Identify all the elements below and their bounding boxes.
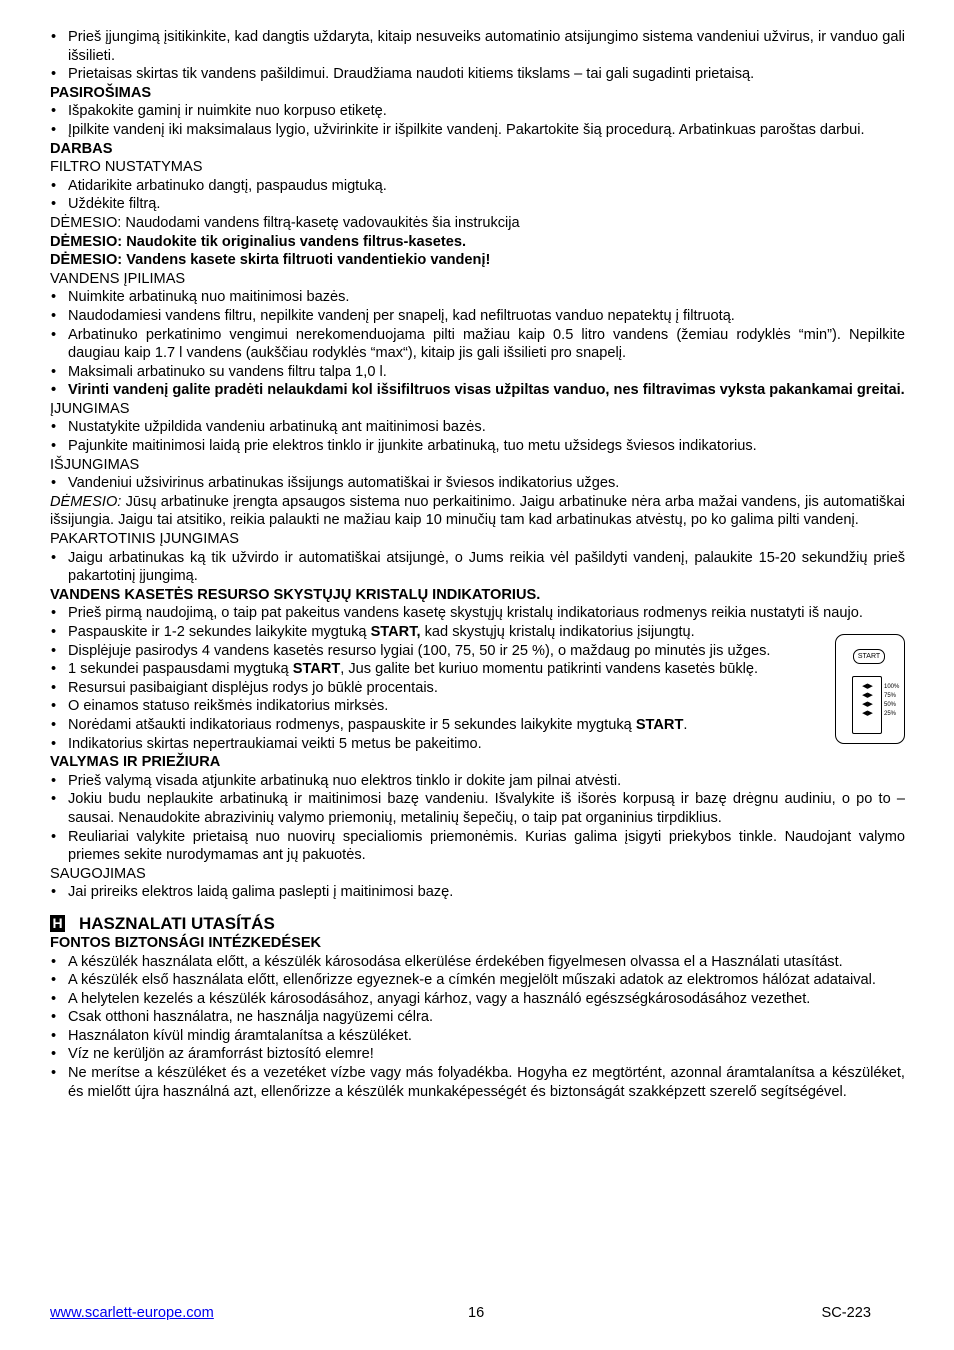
- section-heading-unpacking: PASIROŠIMAS: [50, 84, 152, 101]
- storage-list: [50, 883, 905, 902]
- list-item: • Išpakokite gaminį ir nuimkite nuo korpuso etiketę.: [50, 102, 905, 121]
- repeat-list: [50, 549, 905, 586]
- level-bar-icon: ◀▶: [862, 691, 873, 699]
- section-heading-work: DARBAS: [50, 140, 113, 157]
- lcd-list: [50, 604, 905, 641]
- level-bars: [860, 682, 875, 718]
- list-item-bold: • Virinti vandenį galite pradėti nelaukdami kol išsifiltruos visas užpiltas vanduo, nes filtravimas vyksta pakankamai greitai.: [50, 381, 905, 400]
- list-item: • Prieš valymą visada atjunkite arbatinuką nuo elektros tinklo ir dokite jam pilnai atvėsti.: [50, 772, 905, 791]
- lcd-list-continued: [50, 679, 905, 753]
- overheat-note-text: Jūsų arbatinuke įrengta apsaugos sistema nuo perkaitinimo. Jaigu arbatinuke nėra arba mažai vandens, jis automatiškai išsijungia. Jaigu tai atsitiko, reikia palaukti ne mažiau kaip 10 minučių tam kad arbatinukas atvėstų, po ko galima pilti vandenį.: [50, 493, 905, 529]
- list-item: • Prieš pirmą naudojimą, o taip pat pakeitus vandens kasetę skystųjų kristalų indikatoriaus rodmenys reikia nustatyti iš naujo.: [50, 604, 905, 623]
- level-label: 50%: [884, 701, 897, 708]
- subheading-switch-on: ĮJUNGIMAS: [50, 400, 130, 417]
- start-button-illustration: START: [853, 649, 885, 664]
- list-item: • Uždėkite filtrą.: [50, 195, 905, 214]
- overheat-note-label: DĖMESIO:: [50, 493, 122, 510]
- subheading-repeat: PAKARTOTINIS ĮJUNGIMAS: [50, 531, 239, 548]
- unpacking-list: [50, 102, 905, 139]
- attention-note-bold: DĖMESIO: Naudokite tik originalius vandens filtrus-kasetes.: [50, 233, 467, 250]
- language-badge: H: [50, 915, 65, 932]
- lcd-screen: [852, 676, 882, 734]
- list-item: • Reuliariai valykite prietaisą nuo nuovirų specialiomis priemonėmis. Kurias galima įsigyti priekybos tinkle. Naudojant valymo priemes sekite nurodymamas ant jų pakuotės.: [50, 828, 905, 865]
- care-list: [50, 772, 905, 865]
- page-number: 16: [468, 1305, 485, 1321]
- hungarian-section: [50, 914, 905, 1101]
- overheat-note: [50, 493, 905, 530]
- lcd-indicator-section: [50, 586, 905, 753]
- attention-note: DĖMESIO: Naudodami vandens filtrą-kasetę vadovaukitės šia instrukcija: [50, 214, 520, 231]
- subheading-water-fill: VANDENS ĮPILIMAS: [50, 270, 186, 287]
- level-bar-icon: ◀▶: [862, 700, 873, 708]
- list-item: • Arbatinuko perkatinimo vengimui nerekomenduojama pilti mažiau kaip 0.5 litro vandens (žemiau rodyklės “min”). Nepilkite daugiau kaip 1.7 l vandens (aukščiau rodyklės “max“), kitaip jis gali išsilieti pro snapelį.: [50, 326, 905, 363]
- list-item: • Ne merítse a készüléket és a vezetéket vízbe vagy más folyadékba. Hogyha ez megtörtént, azonnal áramtalanítsa a készüléket, és mielőtt újra használná azt, ellenőrizze a készülék munkaképességét és biztonságát szakképzett szerelő segítségével.: [50, 1064, 905, 1101]
- manual-page: [50, 28, 905, 1101]
- start-keyword: START,: [370, 624, 421, 640]
- list-item: • Víz ne kerüljön az áramforrást biztosító elemre!: [50, 1045, 905, 1064]
- website-link[interactable]: www.scarlett-europe.com: [50, 1305, 214, 1321]
- lcd-device-illustration: [835, 634, 905, 744]
- list-item: • Resursui pasibaigiant displėjus rodys jo būklė procentais.: [50, 679, 905, 698]
- subheading-filter: FILTRO NUSTATYMAS: [50, 159, 203, 176]
- list-item: • Vandeniui užsivirinus arbatinukas išsijungs automatiškai ir šviesos indikatorius užges.: [50, 474, 905, 493]
- lcd-list-narrow: [50, 642, 905, 679]
- level-label: 25%: [884, 710, 897, 717]
- level-label: 100%: [884, 683, 900, 690]
- level-label: 75%: [884, 692, 897, 699]
- list-item: • O einamos statuso reikšmės indikatorius mirksės.: [50, 697, 905, 716]
- page-footer: [50, 1304, 905, 1322]
- hungarian-title: [50, 914, 905, 934]
- intro-list: [50, 28, 905, 84]
- subheading-switch-off: IŠJUNGIMAS: [50, 456, 140, 473]
- switch-off-list: [50, 474, 905, 493]
- section-heading-safety: FONTOS BIZTONSÁGI INTÉZKEDÉSEK: [50, 934, 322, 951]
- subheading-storage: SAUGOJIMAS: [50, 865, 146, 882]
- start-keyword: START: [292, 661, 341, 678]
- list-item: • Prieš įjungimą įsitikinkite, kad dangtis uždaryta, kitaip nesuveiks automatinio atsijungimo sistema vandeniui užvirus, ir vanduo gali išsilieti.: [50, 28, 905, 65]
- list-item: • 1 sekundei paspausdami mygtuką START, Jus galite bet kuriuo momentu patikrinti vandens kasetės būklę.: [50, 660, 823, 679]
- list-item: • Jai prireiks elektros laidą galima paslepti į maitinimosi bazę.: [50, 883, 905, 902]
- list-item: • Atidarikite arbatinuko dangtį, paspaudus migtuką.: [50, 177, 905, 196]
- list-item: • Norėdami atšaukti indikatoriaus rodmenys, paspauskite ir 5 sekundes laikykite mygtuką START.: [50, 716, 905, 735]
- list-item: • Prietaisas skirtas tik vandens pašildimui. Draudžiama naudoti kitiems tikslams – tai gali sugadinti prietaisą.: [50, 65, 905, 84]
- list-item: • Pajunkite maitinimosi laidą prie elektros tinklo ir įjunkite arbatinuką, tuo metu užsidegs šviesos indikatorius.: [50, 437, 905, 456]
- list-item: • Įpilkite vandenį iki maksimalaus lygio, užvirinkite ir išpilkite vandenį. Pakartokite šią procedurą. Arbatinkuas paroštas darbui.: [50, 121, 905, 140]
- level-bar-icon: ◀▶: [862, 709, 873, 717]
- switch-on-list: [50, 418, 905, 455]
- start-keyword: START: [635, 716, 684, 733]
- list-item: • Csak otthoni használatra, ne használja nagyüzemi célra.: [50, 1008, 905, 1027]
- model-number: SC-223: [821, 1305, 871, 1321]
- filter-list: [50, 177, 905, 214]
- list-item: • A helytelen kezelés a készülék károsodásához, anyagi kárhoz, vagy a használó egészségkárosodásához vezethet.: [50, 990, 905, 1009]
- level-bar-icon: ◀▶: [862, 682, 873, 690]
- list-item: • A készülék használata előtt, a készülék károsodása elkerülése érdekében figyelmesen olvassa el a Használati utasítást.: [50, 953, 905, 972]
- list-item: • A készülék első használata előtt, ellenőrizze egyeznek-e a címkén megjelölt műszaki adatok az elektromos hálózat adataival.: [50, 971, 905, 990]
- section-heading-care: VALYMAS IR PRIEŽIURA: [50, 754, 221, 771]
- safety-list: [50, 953, 905, 1102]
- attention-note-bold: DĖMESIO: Vandens kasete skirta filtruoti vandentiekio vandenį!: [50, 252, 491, 269]
- list-item: • Jaigu arbatinukas ką tik užvirdo ir automatiškai atsijungė, o Jums reikia vėl pašildyti vandenį, palaukite 15-20 sekundžių prieš pakartotinį įjungimą.: [50, 549, 905, 586]
- list-item: • Naudodamiesi vandens filtru, nepilkite vandenį per snapelį, kad nefiltruotas vanduo nepatektų į filtruotą.: [50, 307, 905, 326]
- list-item: • Indikatorius skirtas nepertraukiamai veikti 5 metus be pakeitimo.: [50, 735, 905, 754]
- hungarian-title-text: HASZNALATI UTASÍTÁS: [79, 913, 275, 933]
- list-item: • Használaton kívül mindig áramtalanítsa a készüléket.: [50, 1027, 905, 1046]
- level-percent-labels: [884, 683, 899, 719]
- water-fill-list: [50, 288, 905, 400]
- list-item: • Paspauskite ir 1-2 sekundes laikykite mygtuką START, kad skystųjų kristalų indikatorius įsijungtų.: [50, 623, 905, 642]
- list-item: • Nuimkite arbatinuką nuo maitinimosi bazės.: [50, 288, 905, 307]
- list-item: • Nustatykite užpildida vandeniu arbatinuką ant maitinimosi bazės.: [50, 418, 905, 437]
- list-item: • Maksimali arbatinuko su vandens filtru talpa 1,0 l.: [50, 363, 905, 382]
- section-heading-lcd: VANDENS KASETĖS RESURSO SKYSTŲJŲ KRISTALŲ INDIKATORIUS.: [50, 586, 541, 603]
- list-item: • Displėjuje pasirodys 4 vandens kasetės resurso lygiai (100, 75, 50 ir 25 %), o maždaug po minutės jis užges.: [50, 642, 823, 661]
- list-item: • Jokiu budu neplaukite arbatinuką ir maitinimosi bazę vandeniu. Išvalykite iš išorės korpusą ir bazę drėgnu audiniu, o po to – sausai. Nenaudokite abrazivinių valymo priemonių, metalinių šepečių, o taip pat organinius tirpdiklius.: [50, 790, 905, 827]
